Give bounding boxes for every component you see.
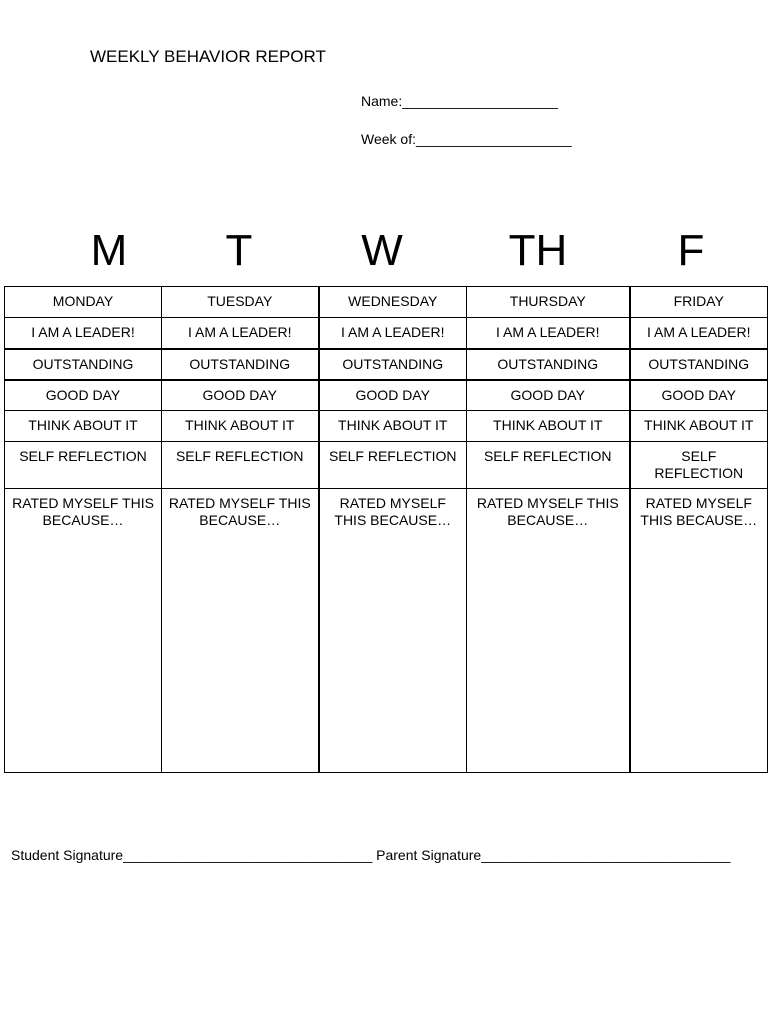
cell-good-day-tuesday: GOOD DAY <box>162 380 319 411</box>
cell-reflection-monday: SELF REFLECTION <box>5 442 162 489</box>
cell-leader-thursday: I AM A LEADER! <box>467 318 630 349</box>
cell-leader-wednesday: I AM A LEADER! <box>319 318 467 349</box>
cell-good-day-thursday: GOOD DAY <box>467 380 630 411</box>
cell-day-thursday: THURSDAY <box>467 287 630 318</box>
cell-outstanding-monday: OUTSTANDING <box>5 349 162 380</box>
cell-reflection-wednesday: SELF REFLECTION <box>319 442 467 489</box>
signature-line <box>11 847 730 863</box>
name-field[interactable]: Name:____________________ <box>361 93 558 109</box>
cell-think-tuesday: THINK ABOUT IT <box>162 411 319 442</box>
cell-outstanding-friday: OUTSTANDING <box>630 349 768 380</box>
cell-leader-tuesday: I AM A LEADER! <box>162 318 319 349</box>
cell-rated-tuesday[interactable]: RATED MYSELF THIS BECAUSE… <box>162 489 319 773</box>
cell-think-wednesday: THINK ABOUT IT <box>319 411 467 442</box>
cell-rated-wednesday[interactable]: RATED MYSELF THIS BECAUSE… <box>319 489 467 773</box>
parent-signature-field[interactable]: Parent Signature________________________________ <box>376 847 731 863</box>
cell-reflection-friday[interactable]: SELF REFLECTION <box>630 442 768 489</box>
week-of-field[interactable]: Week of:____________________ <box>361 131 572 147</box>
page-title: WEEKLY BEHAVIOR REPORT <box>90 47 326 66</box>
student-signature-field[interactable]: Student Signature________________________________ <box>11 847 373 863</box>
cell-good-day-friday: GOOD DAY <box>630 380 768 411</box>
cell-good-day-monday: GOOD DAY <box>5 380 162 411</box>
cell-think-friday: THINK ABOUT IT <box>630 411 768 442</box>
cell-day-wednesday: WEDNESDAY <box>319 287 467 318</box>
day-letter-wednesday: W <box>361 226 403 275</box>
cell-reflection-tuesday: SELF REFLECTION <box>162 442 319 489</box>
cell-leader-friday: I AM A LEADER! <box>630 318 768 349</box>
table-row-leader <box>5 318 768 349</box>
table-row-rated <box>5 489 768 773</box>
cell-day-tuesday: TUESDAY <box>162 287 319 318</box>
table-row-good-day <box>5 380 768 411</box>
day-letter-friday: F <box>677 226 705 275</box>
table-row-days <box>5 287 768 318</box>
cell-think-monday: THINK ABOUT IT <box>5 411 162 442</box>
cell-leader-monday: I AM A LEADER! <box>5 318 162 349</box>
cell-rated-friday[interactable]: RATED MYSELF THIS BECAUSE… <box>630 489 768 773</box>
cell-think-thursday: THINK ABOUT IT <box>467 411 630 442</box>
cell-day-monday: MONDAY <box>5 287 162 318</box>
table-row-outstanding <box>5 349 768 380</box>
cell-outstanding-thursday: OUTSTANDING <box>467 349 630 380</box>
day-letter-monday: M <box>90 226 128 275</box>
table-row-think <box>5 411 768 442</box>
cell-good-day-wednesday: GOOD DAY <box>319 380 467 411</box>
cell-rated-monday[interactable]: RATED MYSELF THIS BECAUSE… <box>5 489 162 773</box>
cell-day-friday: FRIDAY <box>630 287 768 318</box>
cell-outstanding-tuesday: OUTSTANDING <box>162 349 319 380</box>
cell-reflection-thursday: SELF REFLECTION <box>467 442 630 489</box>
cell-outstanding-wednesday: OUTSTANDING <box>319 349 467 380</box>
cell-rated-thursday[interactable]: RATED MYSELF THIS BECAUSE… <box>467 489 630 773</box>
day-letter-thursday: TH <box>508 226 568 275</box>
behavior-table <box>4 286 768 773</box>
day-letter-tuesday: T <box>225 226 253 275</box>
table-row-self-reflection <box>5 442 768 489</box>
